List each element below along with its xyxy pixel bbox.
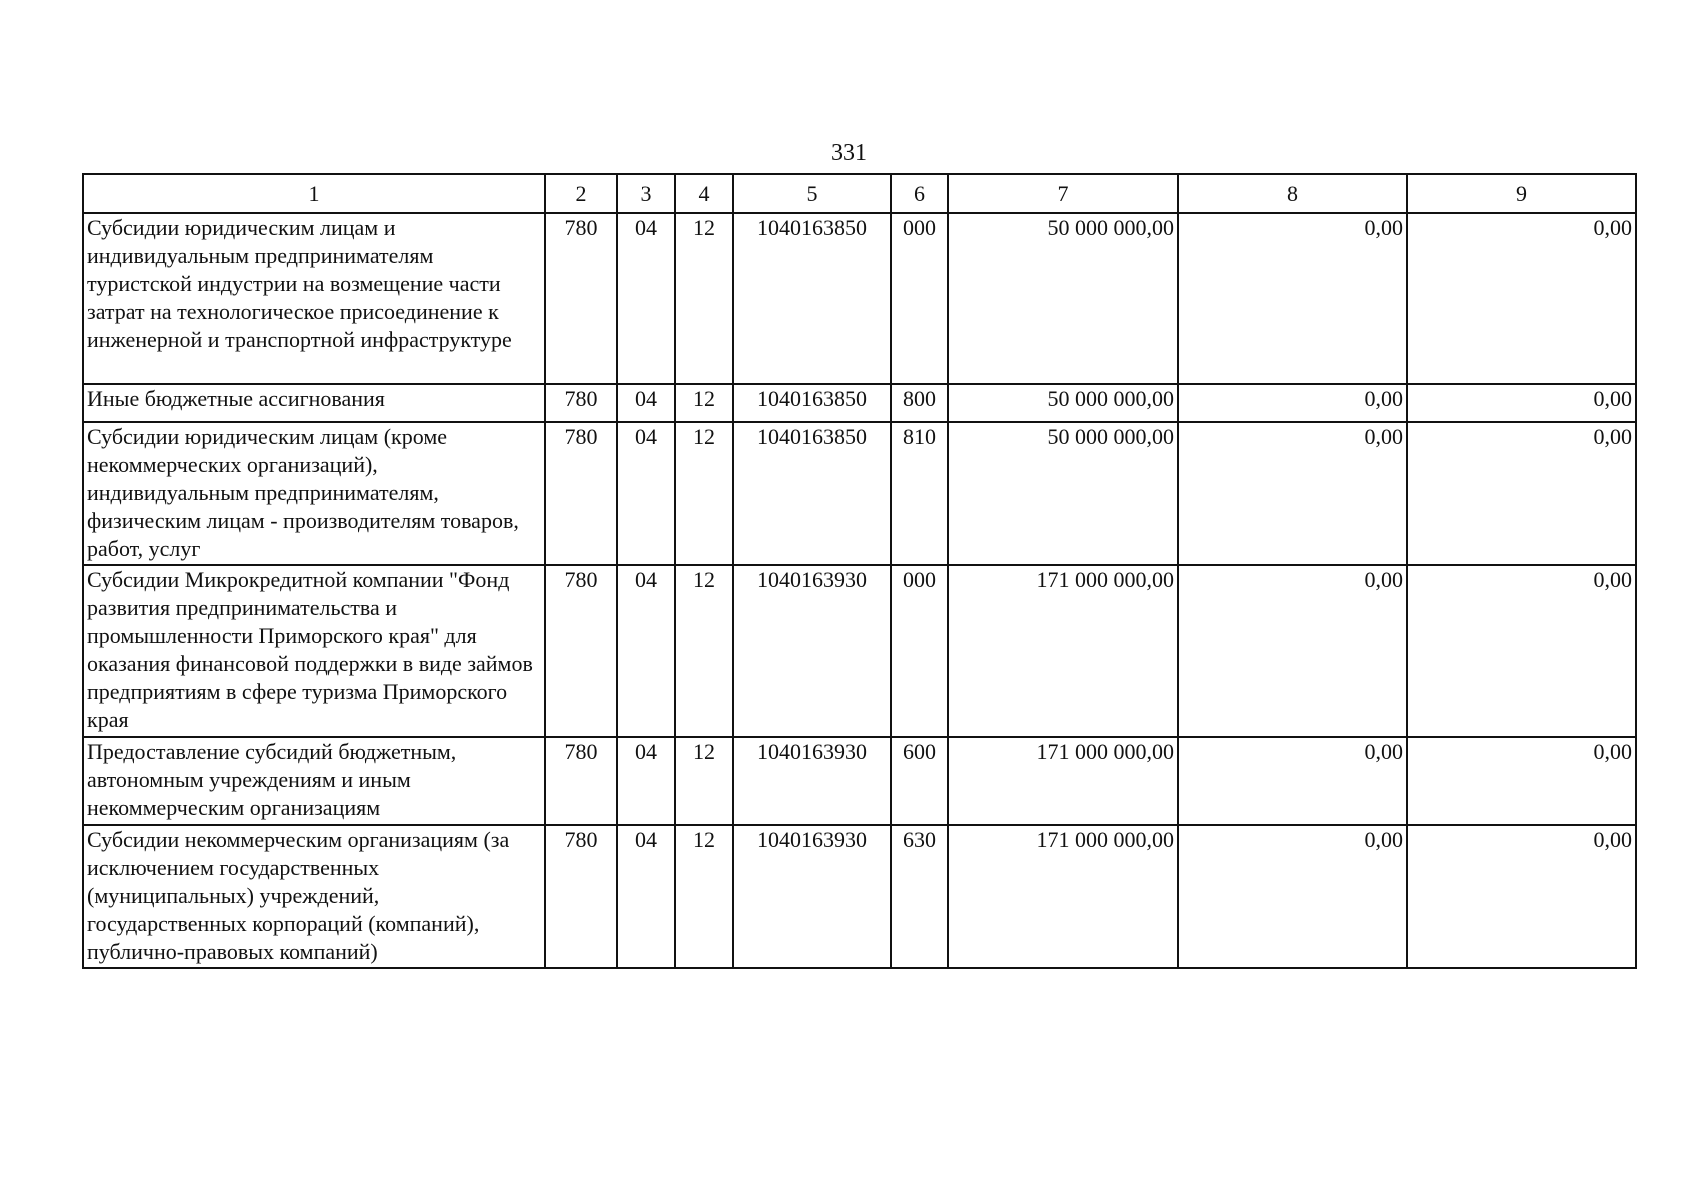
row-code-4: 12 — [675, 422, 733, 565]
row-code-2: 780 — [545, 737, 617, 825]
row-sum-7: 171 000 000,00 — [948, 737, 1178, 825]
row-code-3: 04 — [617, 825, 675, 968]
row-sum-9: 0,00 — [1407, 213, 1636, 384]
row-code-2: 780 — [545, 565, 617, 737]
row-code-6: 800 — [891, 384, 948, 422]
row-sum-7: 50 000 000,00 — [948, 422, 1178, 565]
row-sum-8: 0,00 — [1178, 565, 1407, 737]
row-code-6: 810 — [891, 422, 948, 565]
table-row — [83, 565, 1636, 737]
row-sum-9: 0,00 — [1407, 565, 1636, 737]
row-code-4: 12 — [675, 384, 733, 422]
row-name: Предоставление субсидий бюджетным, автономным учреждениям и иным некоммерческим организациям — [83, 737, 545, 825]
column-header-6: 6 — [891, 174, 948, 213]
row-code-6: 000 — [891, 213, 948, 384]
column-header-9: 9 — [1407, 174, 1636, 213]
budget-table — [82, 173, 1637, 969]
row-code-5: 1040163930 — [733, 565, 891, 737]
row-code-3: 04 — [617, 737, 675, 825]
row-code-4: 12 — [675, 565, 733, 737]
table-row — [83, 422, 1636, 565]
row-name: Субсидии юридическим лицам и индивидуальным предпринимателям туристской индустрии на возмещение части затрат на технологическое присоединение к инженерной и транспортной инфраструктуре — [83, 213, 545, 384]
row-sum-8: 0,00 — [1178, 384, 1407, 422]
row-code-4: 12 — [675, 213, 733, 384]
table-row — [83, 825, 1636, 968]
row-sum-9: 0,00 — [1407, 422, 1636, 565]
row-sum-8: 0,00 — [1178, 737, 1407, 825]
row-sum-7: 50 000 000,00 — [948, 384, 1178, 422]
row-sum-8: 0,00 — [1178, 422, 1407, 565]
column-header-4: 4 — [675, 174, 733, 213]
row-code-5: 1040163930 — [733, 825, 891, 968]
row-code-5: 1040163850 — [733, 213, 891, 384]
row-sum-9: 0,00 — [1407, 825, 1636, 968]
row-code-5: 1040163930 — [733, 737, 891, 825]
table-row — [83, 737, 1636, 825]
row-name: Субсидии юридическим лицам (кроме некоммерческих организаций), индивидуальным предпринимателям, физическим лицам - производителям товаров, работ, услуг — [83, 422, 545, 565]
row-code-3: 04 — [617, 213, 675, 384]
header-row — [83, 174, 1636, 213]
row-sum-7: 171 000 000,00 — [948, 825, 1178, 968]
column-header-8: 8 — [1178, 174, 1407, 213]
column-header-5: 5 — [733, 174, 891, 213]
row-name: Иные бюджетные ассигнования — [83, 384, 545, 422]
row-sum-7: 171 000 000,00 — [948, 565, 1178, 737]
row-sum-9: 0,00 — [1407, 737, 1636, 825]
column-header-1: 1 — [83, 174, 545, 213]
table-row — [83, 213, 1636, 384]
row-code-6: 630 — [891, 825, 948, 968]
column-header-3: 3 — [617, 174, 675, 213]
row-code-5: 1040163850 — [733, 422, 891, 565]
row-code-3: 04 — [617, 565, 675, 737]
row-code-2: 780 — [545, 825, 617, 968]
row-name: Субсидии некоммерческим организациям (за исключением государственных (муниципальных) учреждений, государственных корпораций (компаний), публично-правовых компаний) — [83, 825, 545, 968]
row-code-6: 000 — [891, 565, 948, 737]
row-code-2: 780 — [545, 422, 617, 565]
row-name: Субсидии Микрокредитной компании "Фонд развития предпринимательства и промышленности Приморского края" для оказания финансовой поддержки в виде займов предприятиям в сфере туризма Приморского края — [83, 565, 545, 737]
page-number: 331 — [831, 140, 867, 166]
row-sum-7: 50 000 000,00 — [948, 213, 1178, 384]
row-code-4: 12 — [675, 825, 733, 968]
row-sum-8: 0,00 — [1178, 825, 1407, 968]
row-code-6: 600 — [891, 737, 948, 825]
row-code-2: 780 — [545, 213, 617, 384]
table-row — [83, 384, 1636, 422]
column-header-2: 2 — [545, 174, 617, 213]
row-code-5: 1040163850 — [733, 384, 891, 422]
row-sum-9: 0,00 — [1407, 384, 1636, 422]
row-sum-8: 0,00 — [1178, 213, 1407, 384]
row-code-2: 780 — [545, 384, 617, 422]
row-code-3: 04 — [617, 422, 675, 565]
row-code-4: 12 — [675, 737, 733, 825]
row-code-3: 04 — [617, 384, 675, 422]
column-header-7: 7 — [948, 174, 1178, 213]
